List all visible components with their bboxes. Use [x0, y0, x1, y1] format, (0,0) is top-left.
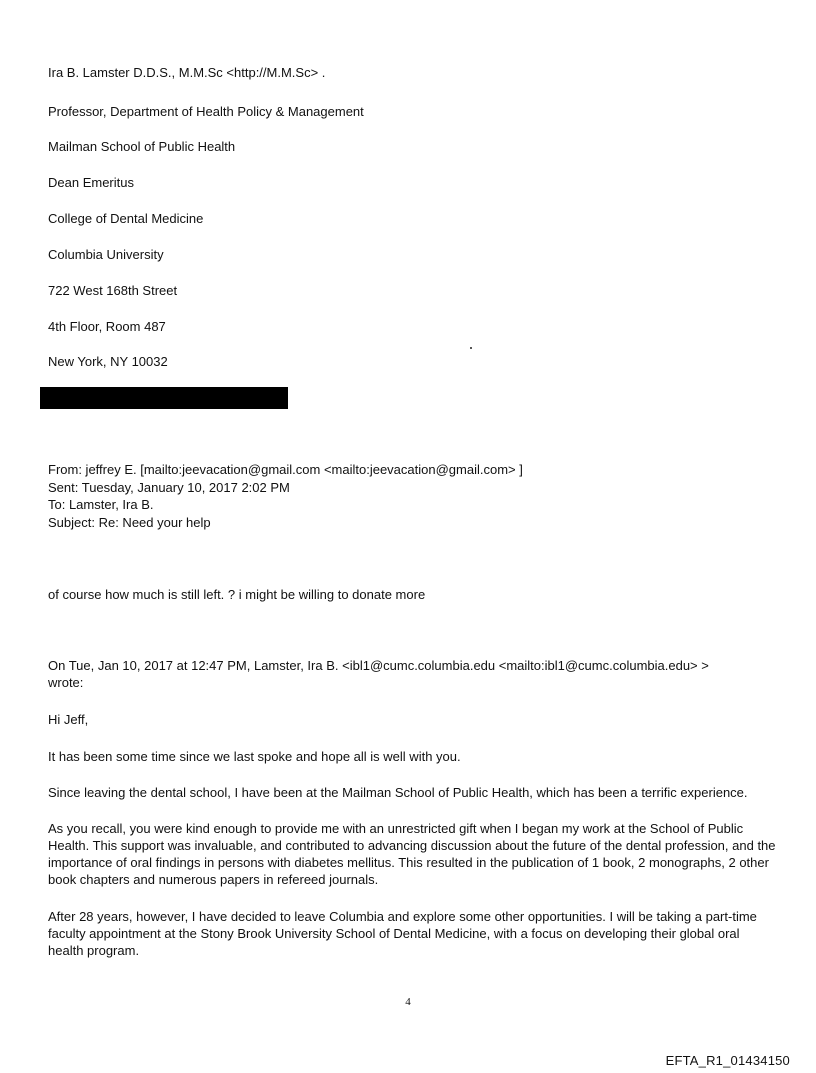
- signature-school: Mailman School of Public Health: [48, 139, 236, 154]
- paragraph: Since leaving the dental school, I have been at the Mailman School of Public Health, which has been a terrific experience.: [48, 785, 748, 800]
- quote-intro-line1: On Tue, Jan 10, 2017 at 12:47 PM, Lamster, Ira B. <ibl1@cumc.columbia.edu <mailto:ibl1@cumc.columbia.edu> >: [48, 658, 709, 673]
- paragraph: As you recall, you were kind enough to provide me with an unrestricted gift when I began my work at the School of Public Health. This support was invaluable, and contributed to advancing discussion about the future of the dental profession, and the importance of oral findings in persons with diabetes mellitus. This resulted in the publication of 1 book, 2 monographs, 2 other book chapters and numerous papers in refereed journals.: [48, 821, 776, 887]
- greeting: Hi Jeff,: [48, 712, 89, 727]
- signature-college: College of Dental Medicine: [48, 211, 204, 226]
- redaction-bar: [40, 387, 288, 409]
- document-id: EFTA_R1_01434150: [665, 1053, 790, 1068]
- paragraph: It has been some time since we last spoke and hope all is well with you.: [48, 749, 461, 764]
- signature-floor: 4th Floor, Room 487: [48, 319, 166, 334]
- header-to: To: Lamster, Ira B.: [48, 497, 154, 512]
- signature-title: Professor, Department of Health Policy & Management: [48, 104, 364, 119]
- header-subject: Subject: Re: Need your help: [48, 515, 211, 530]
- signature-role: Dean Emeritus: [48, 175, 134, 190]
- paragraph: After 28 years, however, I have decided to leave Columbia and explore some other opportunities. I will be taking a part-time faculty appointment at the Stony Brook University School of Dental Medicine, with a focus on developing their global oral health program.: [48, 909, 757, 958]
- signature-city: New York, NY 10032: [48, 354, 168, 369]
- signature-street: 722 West 168th Street: [48, 283, 178, 298]
- page-number: 4: [405, 996, 411, 1008]
- signature-name: Ira B. Lamster D.D.S., M.M.Sc <http://M.M.Sc> .: [48, 65, 326, 80]
- reply-text: of course how much is still left. ? i might be willing to donate more: [48, 587, 426, 602]
- header-sent: Sent: Tuesday, January 10, 2017 2:02 PM: [48, 480, 290, 495]
- stray-dot: [470, 347, 472, 349]
- quote-intro-line2: wrote:: [48, 675, 84, 690]
- signature-university: Columbia University: [48, 247, 164, 262]
- header-from: From: jeffrey E. [mailto:jeevacation@gmail.com <mailto:jeevacation@gmail.com> ]: [48, 462, 523, 477]
